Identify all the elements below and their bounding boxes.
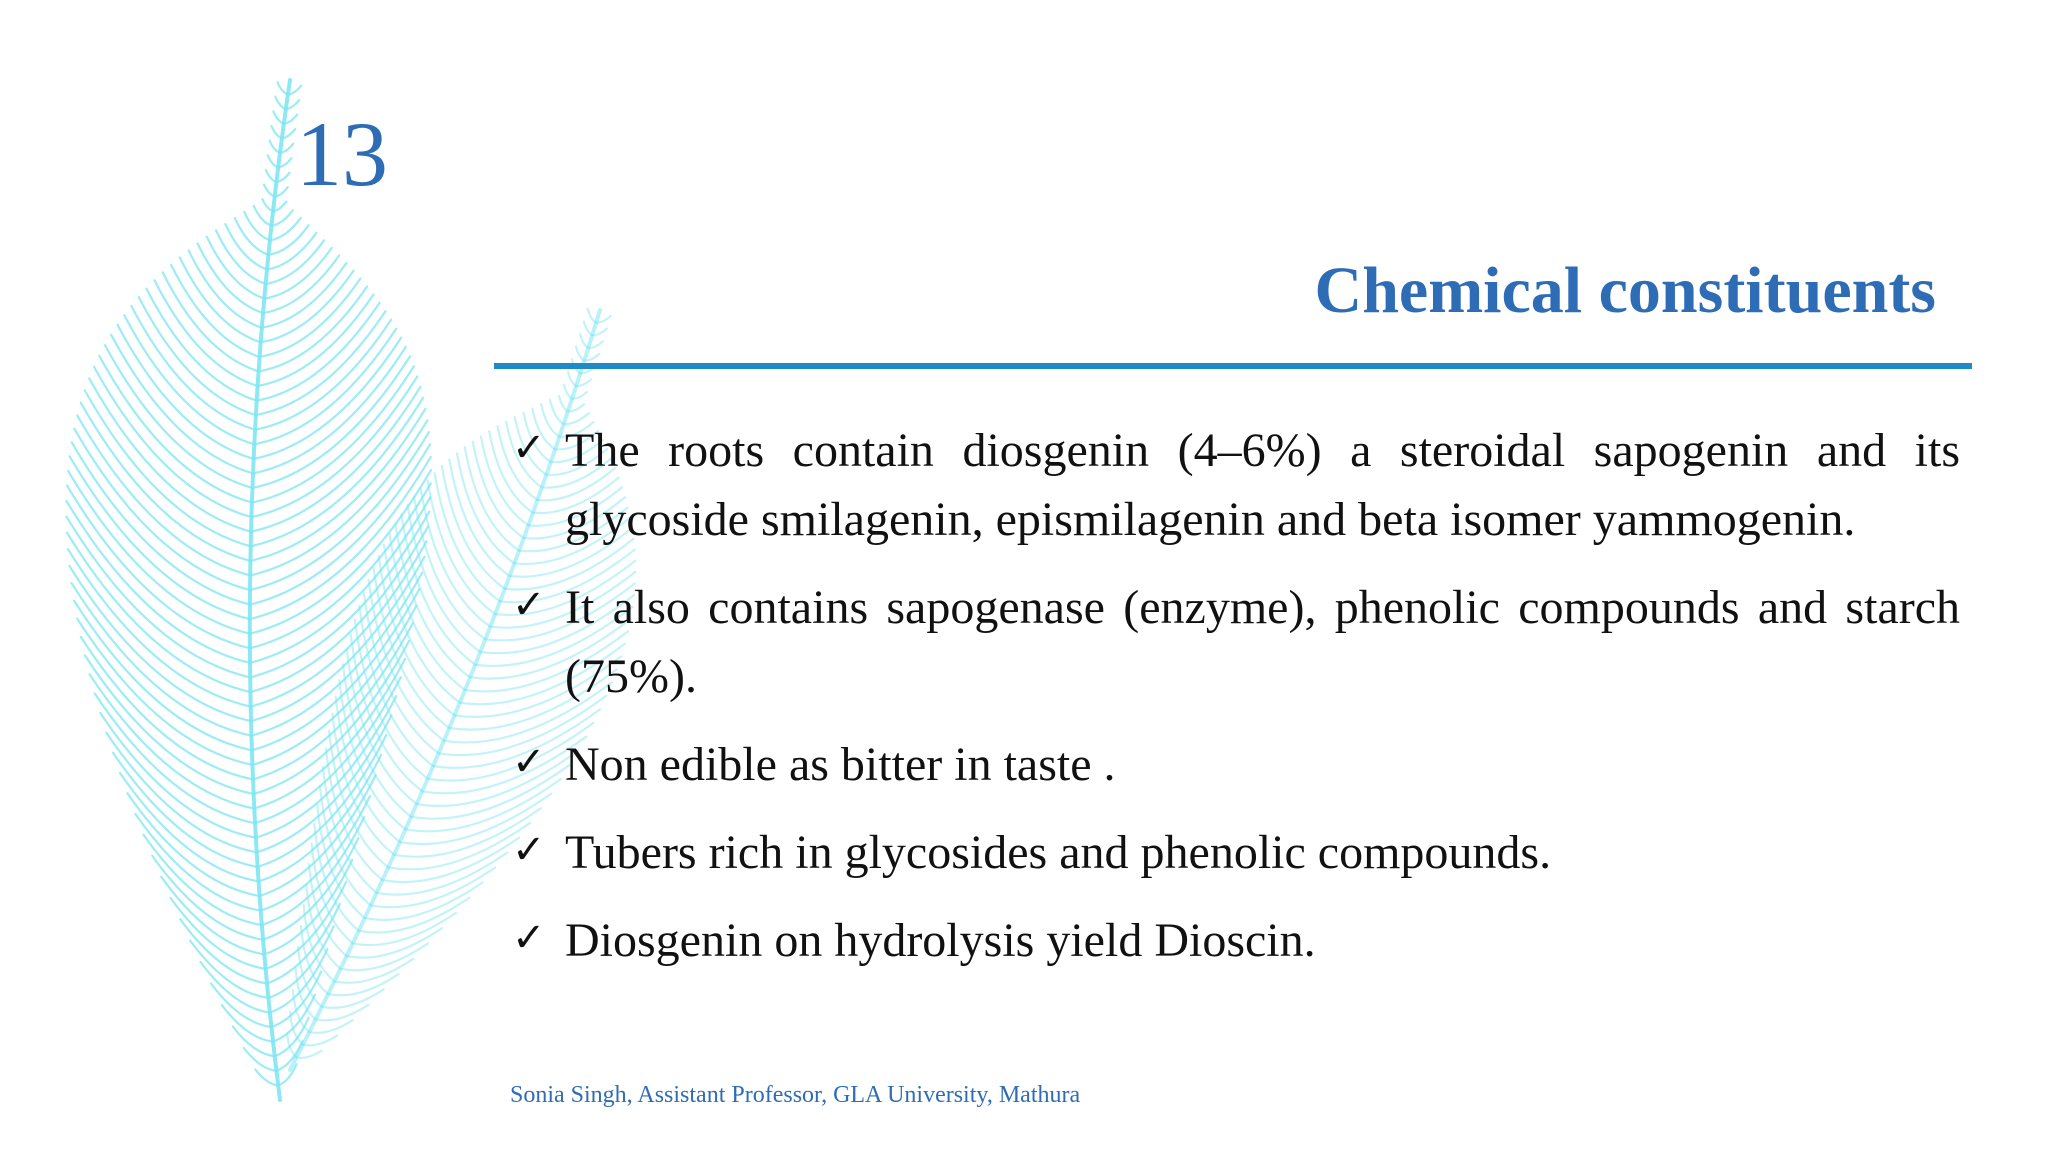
bullet-item: [512, 416, 1960, 554]
check-mark-icon: ✓: [512, 425, 546, 471]
bullet-text: The roots contain diosgenin (4–6%) a steroidal sapogenin and its glycoside smilagenin, epismilagenin and beta isomer yammogenin.: [565, 424, 1960, 546]
bullet-item: [512, 730, 1960, 799]
slide-title: Chemical constituents: [1314, 254, 1936, 327]
bullet-text: Non edible as bitter in taste .: [565, 738, 1116, 791]
bullet-item: [512, 573, 1960, 711]
slide-number: 13: [296, 103, 388, 205]
bullet-list: [512, 416, 1960, 994]
check-mark-icon: ✓: [512, 827, 546, 873]
bullet-text: Diosgenin on hydrolysis yield Dioscin.: [565, 914, 1316, 967]
bullet-item: [512, 818, 1960, 887]
bullet-text: Tubers rich in glycosides and phenolic compounds.: [565, 826, 1552, 879]
check-mark-icon: ✓: [512, 739, 546, 785]
check-mark-icon: ✓: [512, 582, 546, 628]
check-mark-icon: ✓: [512, 915, 546, 961]
title-divider: [494, 363, 1972, 369]
bullet-item: [512, 906, 1960, 975]
bullet-text: It also contains sapogenase (enzyme), phenolic compounds and starch (75%).: [565, 581, 1960, 703]
footer-credit: Sonia Singh, Assistant Professor, GLA University, Mathura: [510, 1082, 1081, 1108]
